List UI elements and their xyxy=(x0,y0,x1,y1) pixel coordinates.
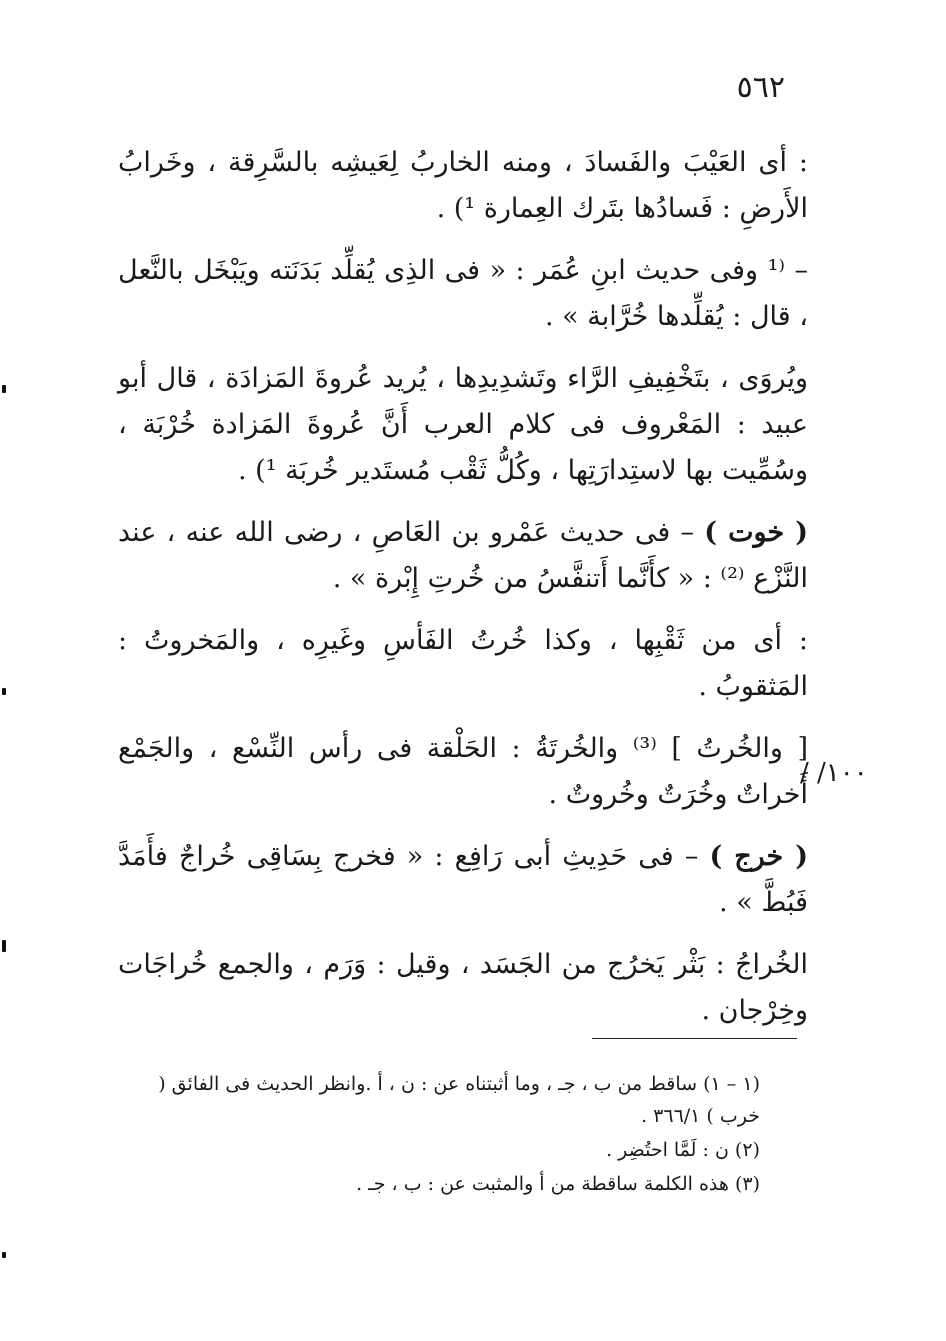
footnote: (١ – ١) ساقط من ب ، جـ ، وما أثبتناه عن : ن ، أ .وانظر الحديث فى الفائق ( خرب ) ٣٦٦/١ . xyxy=(158,1073,760,1127)
entry-headword: ( خرج ) xyxy=(709,841,808,872)
paragraph xyxy=(118,140,808,232)
scan-edge-mark xyxy=(2,688,6,695)
paragraph-text: الخُراجُ : بَثْر يَخرُج من الجَسَد ، وقيل : وَرَم ، والجمع خُراجَات وخِرْجان . xyxy=(118,949,808,1026)
paragraph xyxy=(118,942,808,1034)
main-text xyxy=(118,140,808,1050)
footnote-separator xyxy=(592,1038,797,1039)
page-number: ٥٦٢ xyxy=(736,70,785,105)
footnotes xyxy=(118,1068,808,1202)
entry-paragraph xyxy=(118,510,808,602)
paragraph-text: : أى من ثَقْبِها ، وكذا خُرتُ الفَأسِ وغَيرِه ، والمَخروتُ : المَثقوبُ . xyxy=(118,625,808,702)
scan-edge-mark xyxy=(2,940,6,952)
paragraph xyxy=(118,248,808,340)
scan-edge-mark xyxy=(2,1252,6,1258)
paragraph xyxy=(118,356,808,494)
paragraph-text: – ⁽¹ وفى حديث ابنِ عُمَر : « فى الذِى يُقلِّد بَدَنَته ويَبْخَل بالنَّعل ، قال : يُقلِّدها خُرَّابة » . xyxy=(118,255,808,332)
paragraph xyxy=(118,726,808,818)
entry-headword: ( خوت ) xyxy=(704,517,809,548)
paragraph xyxy=(118,618,808,710)
paragraph-text: [ والخُرتُ ] ⁽³⁾ والخُرتَةُ : الحَلْقة فى رأس النِّسْع ، والجَمْع أَخراتٌ وخُرَتٌ وخُروتٌ . xyxy=(118,733,808,810)
paragraph-text: – فى حديث عَمْرو بن العَاصِ ، رضى الله عنه ، عند النَّزْع ⁽²⁾ : « كأَنَّما أَتنفَّسُ من خُرتِ إِبْرة » . xyxy=(118,517,808,594)
paragraph-text: ويُروَى ، بتَخْفِيفِ الرَّاء وتَشدِيدِها ، يُريد عُروةَ المَزادَة ، قال أبو عبيد : المَعْروف فى كلام العرب أَنَّ عُروةَ المَزادة خُرْبَة ، وسُمِّيت بها لاستِدارَتِها ، وكُلُّ ثَقْب مُستَدير خُربَة ¹) . xyxy=(118,363,808,486)
footnote: (٢) ن : لَمَّا احتُضِر . xyxy=(606,1139,760,1161)
entry-paragraph xyxy=(118,834,808,926)
footnote: (٣) هذه الكلمة ساقطة من أ والمثبت عن : ب ، جـ . xyxy=(356,1173,760,1195)
paragraph-text: : أى العَيْبَ والفَسادَ ، ومنه الخاربُ لِعَيشِه بالسَّرِقة ، وخَرابُ الأَرضِ : فَسادُها بتَرك العِمارة ¹) . xyxy=(118,147,808,224)
margin-reference: ١٠٠/ / xyxy=(800,758,868,788)
paragraph-text: – فى حَدِيثِ أبى رَافِع : « فخرج بِسَاقِى خُراجٌ فأَمَدَّ فَبُطَّ » . xyxy=(118,841,808,918)
scan-edge-mark xyxy=(2,385,6,393)
